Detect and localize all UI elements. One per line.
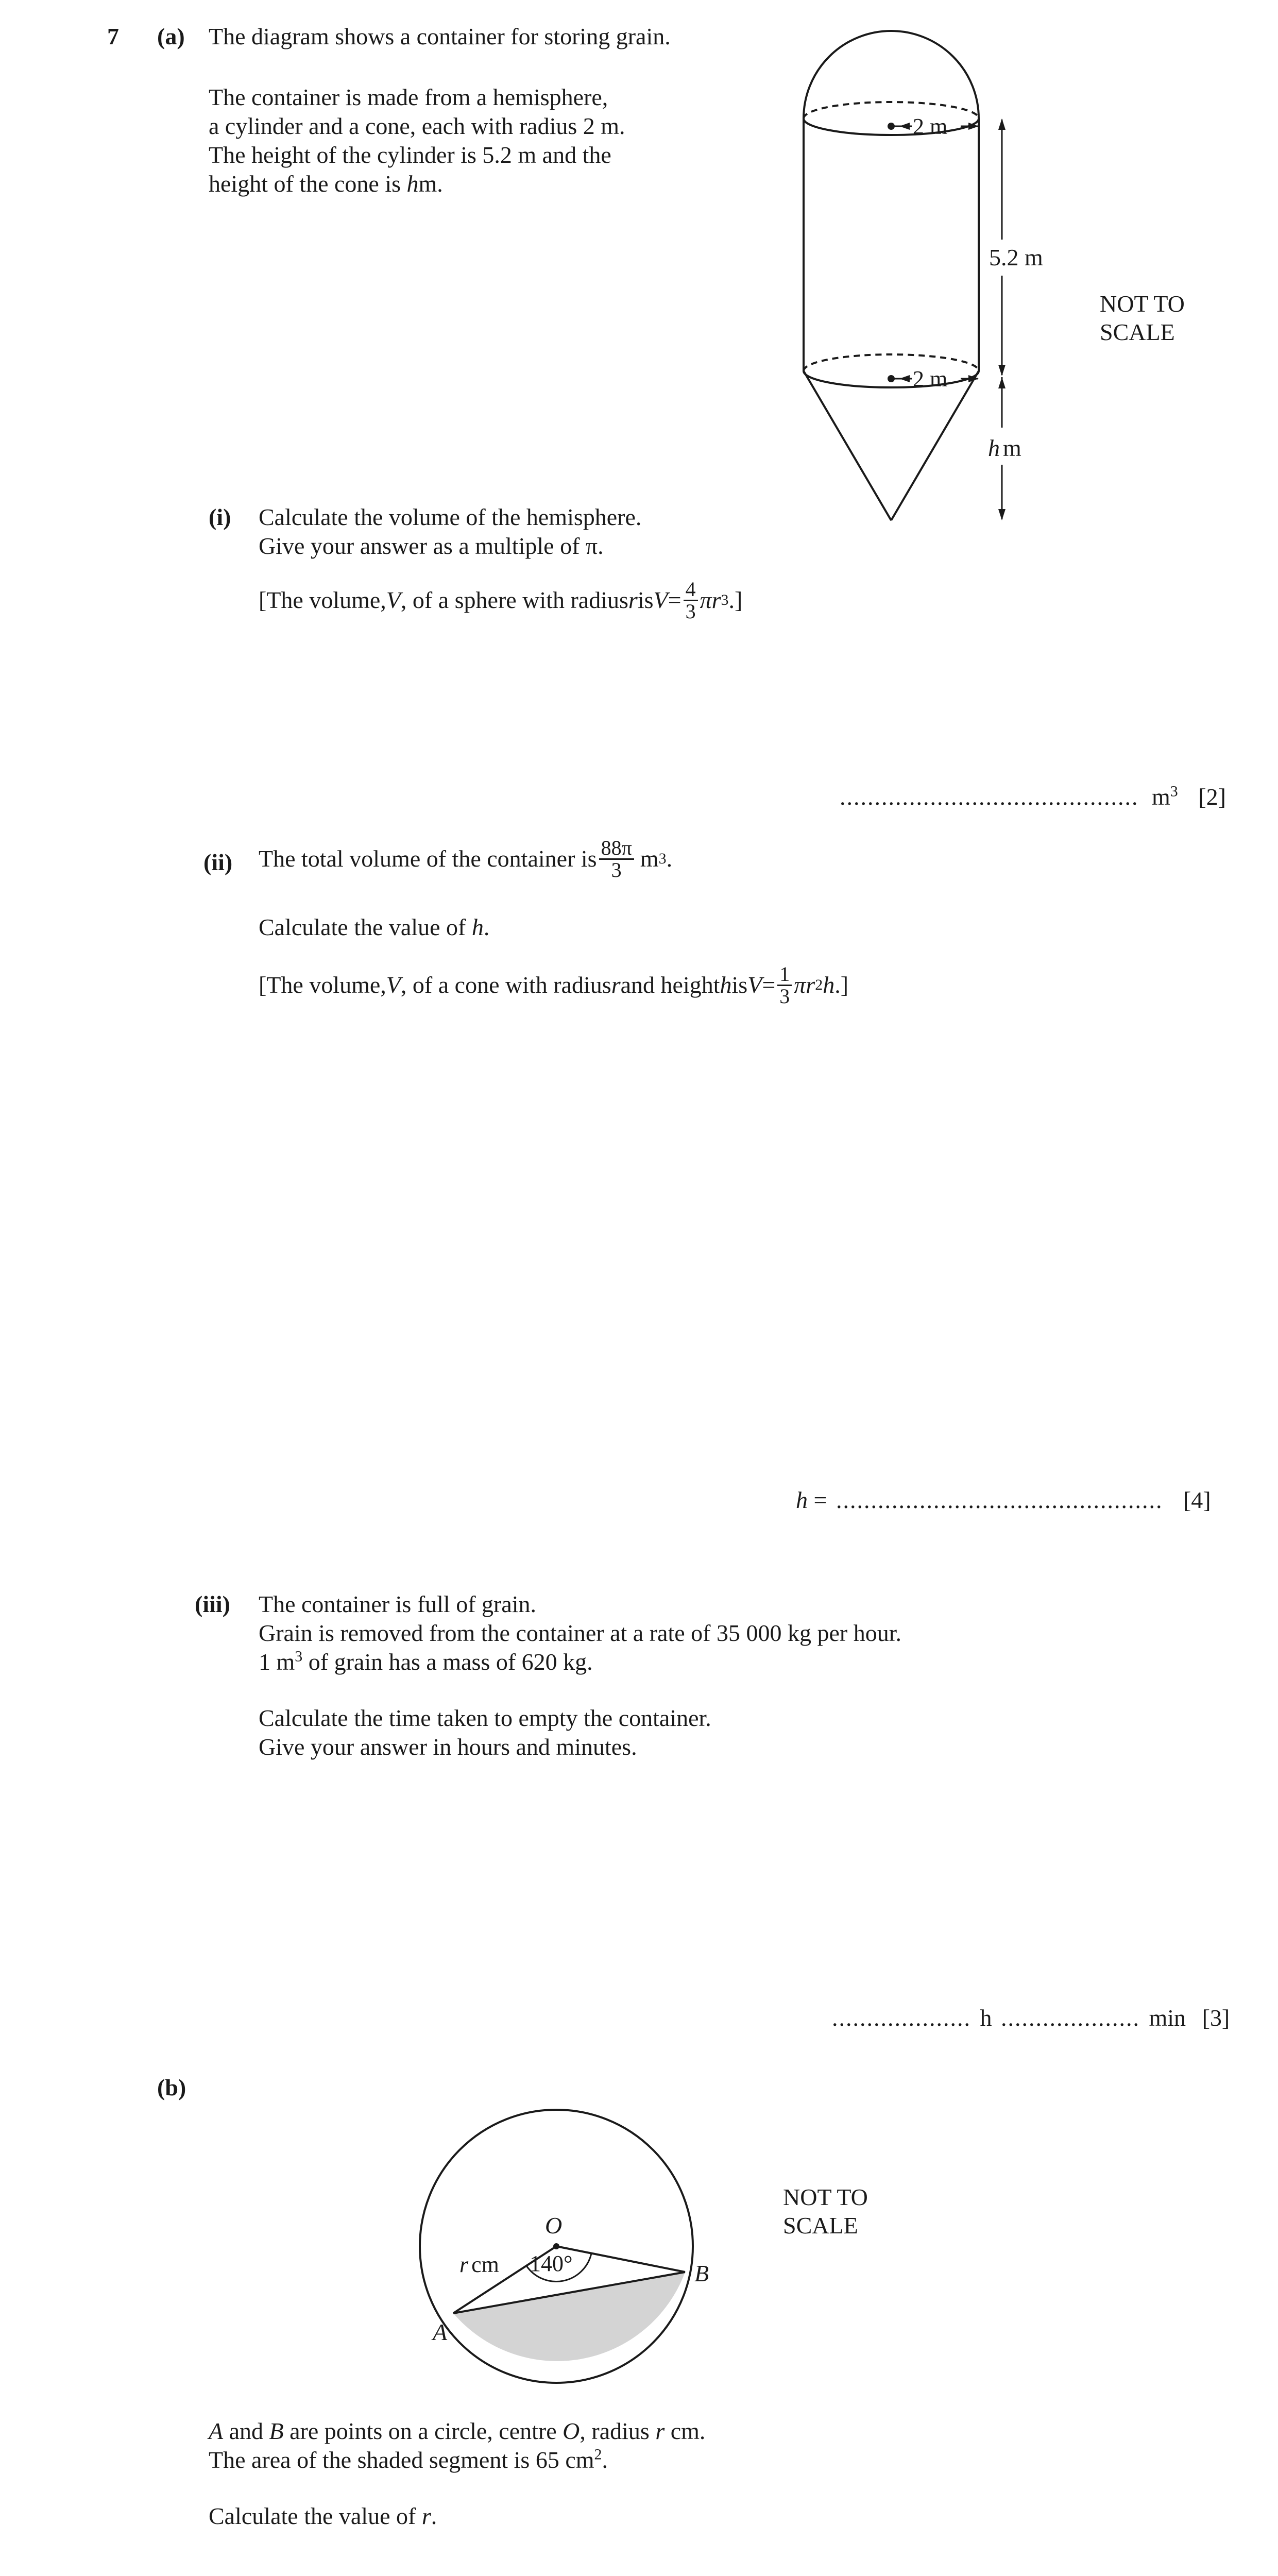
- top-radius-arrow-left: [899, 123, 910, 130]
- sphere-formula: [The volume, V , of a sphere with radius r is V = $\frac{4}{3}$ πr 3 .]: [259, 577, 743, 623]
- hemisphere-outline: [804, 31, 979, 118]
- marks-i: [2]: [1198, 784, 1226, 810]
- part-a-iii-line4: Calculate the time taken to empty the container.: [259, 1705, 711, 1731]
- not-to-scale-a-1: NOT TO: [1100, 291, 1185, 317]
- bottom-radius-arrow-left: [899, 375, 910, 382]
- label-B: B: [694, 2260, 709, 2286]
- part-a-desc-3: The height of the cylinder is 5.2 m and the: [209, 142, 611, 168]
- label-A: A: [433, 2319, 448, 2345]
- label-angle: 140°: [530, 2251, 573, 2276]
- part-a-intro: The diagram shows a container for storing grain.: [209, 23, 671, 49]
- top-ellipse-back: [804, 102, 979, 118]
- marks-iii: [3]: [1202, 2005, 1230, 2031]
- not-to-scale-b-2: SCALE: [783, 2212, 858, 2239]
- cone-formula: [The volume, V , of a cone with radius r and height h is V = $\frac{1}{3}$ πr 2 h .]: [259, 962, 849, 1008]
- question-number: 7: [107, 23, 119, 49]
- part-a-ii-label: (ii): [203, 849, 233, 875]
- label-radius: r cm: [459, 2252, 499, 2277]
- part-b-label: (b): [157, 2074, 186, 2100]
- part-a-ii-line1: The total volume of the container is $\frac{88\pi}{3}$ m 3 .: [259, 836, 673, 882]
- part-a-iii-line3: 1 $m^3$ of grain has a mass of 620 kg.: [259, 1648, 593, 1675]
- part-a-i-line2: Give your answer as a multiple of π.: [259, 533, 604, 559]
- shaded-segment: [453, 2272, 685, 2361]
- total-volume-fraction: $\frac{88\pi}{3}$: [599, 838, 634, 880]
- cyl-height-arrow-bottom: [998, 365, 1006, 376]
- part-a-iii-label: (iii): [195, 1591, 230, 1617]
- cone-left: [804, 371, 891, 520]
- part-b-line2: The area of the shaded segment is 65 $cm^2$.: [209, 2446, 608, 2473]
- not-to-scale-a-2: SCALE: [1100, 319, 1175, 345]
- cyl-height-label: 5.2 m: [989, 244, 1043, 270]
- cone-height-label: h m: [988, 435, 1021, 461]
- part-a-desc-1: The container is made from a hemisphere,: [209, 84, 608, 110]
- marks-ii: [4]: [1183, 1487, 1211, 1513]
- answer-line-ii[interactable]: h = ............................................... [4]: [796, 1487, 1211, 1513]
- part-a-iii-line2: Grain is removed from the container at a rate of 35 000 kg per hour.: [259, 1620, 901, 1646]
- bottom-radius-label: 2 m: [913, 366, 948, 392]
- answer-line-i[interactable]: ........................................... $m^3$ [2]: [840, 783, 1226, 810]
- circle-diagram: [402, 2035, 968, 2391]
- bottom-ellipse-back: [804, 354, 979, 371]
- cone-right: [891, 371, 979, 520]
- part-b-line3: Calculate the value of r.: [209, 2503, 437, 2529]
- label-O: O: [545, 2212, 563, 2239]
- not-to-scale-b-1: NOT TO: [783, 2184, 868, 2210]
- answer-line-iii[interactable]: .................... h .................... min [3]: [832, 2005, 1230, 2031]
- part-a-i-line1: Calculate the volume of the hemisphere.: [259, 504, 642, 530]
- container-diagram: [773, 21, 1277, 536]
- cone-height-arrow-top: [998, 377, 1006, 388]
- part-a-desc-4: height of the cone is hm.: [209, 171, 443, 197]
- sphere-formula-fraction: $\frac{4}{3}$: [684, 579, 698, 622]
- part-a-label: (a): [157, 23, 185, 49]
- cone-formula-fraction: $\frac{1}{3}$: [777, 964, 792, 1007]
- top-radius-label: 2 m: [913, 114, 948, 139]
- part-a-desc-2: a cylinder and a cone, each with radius 2 m.: [209, 113, 625, 139]
- part-a-iii-line5: Give your answer in hours and minutes.: [259, 1734, 637, 1760]
- cyl-height-arrow-top: [998, 118, 1006, 130]
- part-a-iii-line1: The container is full of grain.: [259, 1591, 537, 1617]
- part-b-line1: A and B are points on a circle, centre O, radius r cm.: [209, 2418, 706, 2444]
- centre-dot: [553, 2243, 559, 2249]
- cone-height-arrow-bottom: [998, 509, 1006, 520]
- radius-OB: [556, 2246, 685, 2272]
- part-a-i-label: (i): [209, 504, 231, 530]
- part-a-ii-line2: Calculate the value of h.: [259, 914, 490, 940]
